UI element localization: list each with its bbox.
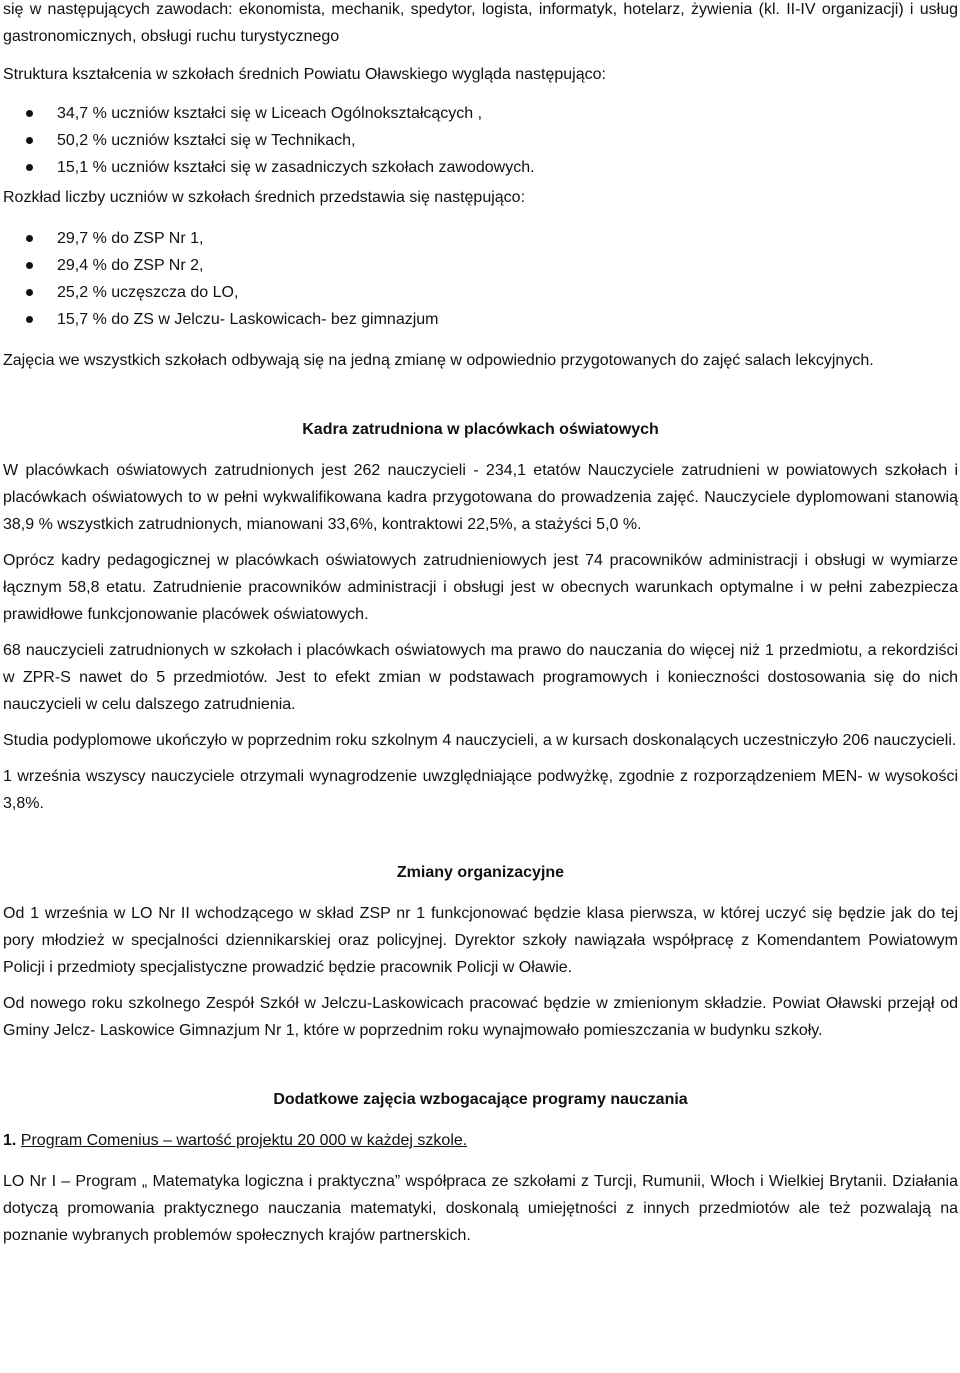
section-heading-extra: Dodatkowe zajęcia wzbogacające programy nauczania [273, 1091, 688, 1108]
list-item: 29,7 % do ZSP Nr 1, [3, 225, 958, 252]
structure-intro: Struktura kształcenia w szkołach średnich Powiatu Oławskiego wygląda następująco: [3, 66, 606, 83]
staff-paragraph-5: 1 września wszyscy nauczyciele otrzymali wynagrodzenie uwzględniające podwyżkę, zgodnie z rozporządzeniem MEN- w wysokości 3,8%. [3, 768, 958, 812]
list-item: 29,4 % do ZSP Nr 2, [3, 252, 958, 279]
program-item-1 [3, 1127, 958, 1154]
changes-paragraph-2: Od nowego roku szkolnego Zespół Szkół w Jelczu-Laskowicach pracować będzie w zmienionym składzie. Powiat Oławski przejął od Gminy Jelcz- Laskowice Gimnazjum Nr 1, które w poprzednim roku wynajmowało pomieszczania w budynku szkoły. [3, 995, 958, 1039]
item-number: 1. [3, 1132, 17, 1149]
staff-paragraph-4: Studia podyplomowe ukończyło w poprzednim roku szkolnym 4 nauczycieli, a w kursach doskonalących uczestniczyło 206 nauczycieli. [3, 732, 957, 749]
item-text: Program Comenius – wartość projektu 20 000 w każdej szkole. [20, 1132, 468, 1149]
changes-paragraph-1: Od 1 września w LO Nr II wchodzącego w skład ZSP nr 1 funkcjonować będzie klasa pierwsza, w której uczyć się będzie jak do tej pory młodzież w specjalności dziennikarskiej oraz policyjnej. Dyrektor szkoły nawiązała współpracę z Komendantem Powiatowym Policji i przedmioty specjalistyczne prowadzić będzie pracownik Policji w Oławie. [3, 905, 958, 976]
list-item: 15,7 % do ZS w Jelczu- Laskowicach- bez gimnazjum [3, 306, 958, 333]
staff-paragraph-3: 68 nauczycieli zatrudnionych w szkołach i placówkach oświatowych ma prawo do nauczania do więcej niż 1 przedmiotu, a rekordziści w ZPR-S nawet do 5 przedmiotów. Jest to efekt zmian w podstawach programowych i konieczności dostosowania się do nich nauczycieli w celu dalszego zatrudnienia. [3, 642, 958, 713]
section-heading-staff: Kadra zatrudniona w placówkach oświatowych [302, 421, 659, 438]
extra-paragraph-1: LO Nr I – Program „ Matematyka logiczna i praktyczna” współpraca ze szkołami z Turcji, Rumunii, Włoch i Wielkiej Brytanii. Działania dotyczą promowania praktycznego nauczania matematyki, doskonalą umiejętności z innych przedmiotów ale też pozwalają na poznanie wybranych problemów społecznych krajów partnerskich. [3, 1173, 958, 1244]
classes-paragraph: Zajęcia we wszystkich szkołach odbywają się na jedną zmianę w odpowiednio przygotowanych do zajęć salach lekcyjnych. [3, 352, 874, 369]
list-item: 25,2 % uczęszcza do LO, [3, 279, 958, 306]
list-item: 15,1 % uczniów kształci się w zasadniczych szkołach zawodowych. [3, 154, 958, 181]
distribution-intro: Rozkład liczby uczniów w szkołach średnich przedstawia się następująco: [3, 189, 526, 206]
structure-list [3, 100, 958, 181]
document-page [3, 0, 958, 1249]
intro-paragraph: się w następujących zawodach: ekonomista, mechanik, spedytor, logista, informatyk, hotelarz, żywienia (kl. II-IV organizacji) i usług gastronomicznych, obsługi ruchu turystycznego [3, 1, 958, 45]
list-item: 34,7 % uczniów kształci się w Liceach Ogólnokształcących , [3, 100, 958, 127]
list-item: 50,2 % uczniów kształci się w Technikach, [3, 127, 958, 154]
staff-paragraph-2: Oprócz kadry pedagogicznej w placówkach oświatowych zatrudnieniowych jest 74 pracowników administracji i obsługi w wymiarze łącznym 58,8 etatu. Zatrudnienie pracowników administracji i obsługi jest w obecnych warunkach optymalne i w pełni zabezpiecza prawidłowe funkcjonowanie placówek oświatowych. [3, 552, 958, 623]
distribution-list [3, 225, 958, 333]
staff-paragraph-1: W placówkach oświatowych zatrudnionych jest 262 nauczycieli - 234,1 etatów Nauczyciele zatrudnieni w powiatowych szkołach i placówkach oświatowych to w pełni wykwalifikowana kadra przygotowana do prowadzenia zajęć. Nauczyciele dyplomowani stanowią 38,9 % wszystkich zatrudnionych, mianowani 33,6%, kontraktowi 22,5%, a stażyści 5,0 %. [3, 462, 958, 533]
section-heading-changes: Zmiany organizacyjne [396, 864, 565, 881]
